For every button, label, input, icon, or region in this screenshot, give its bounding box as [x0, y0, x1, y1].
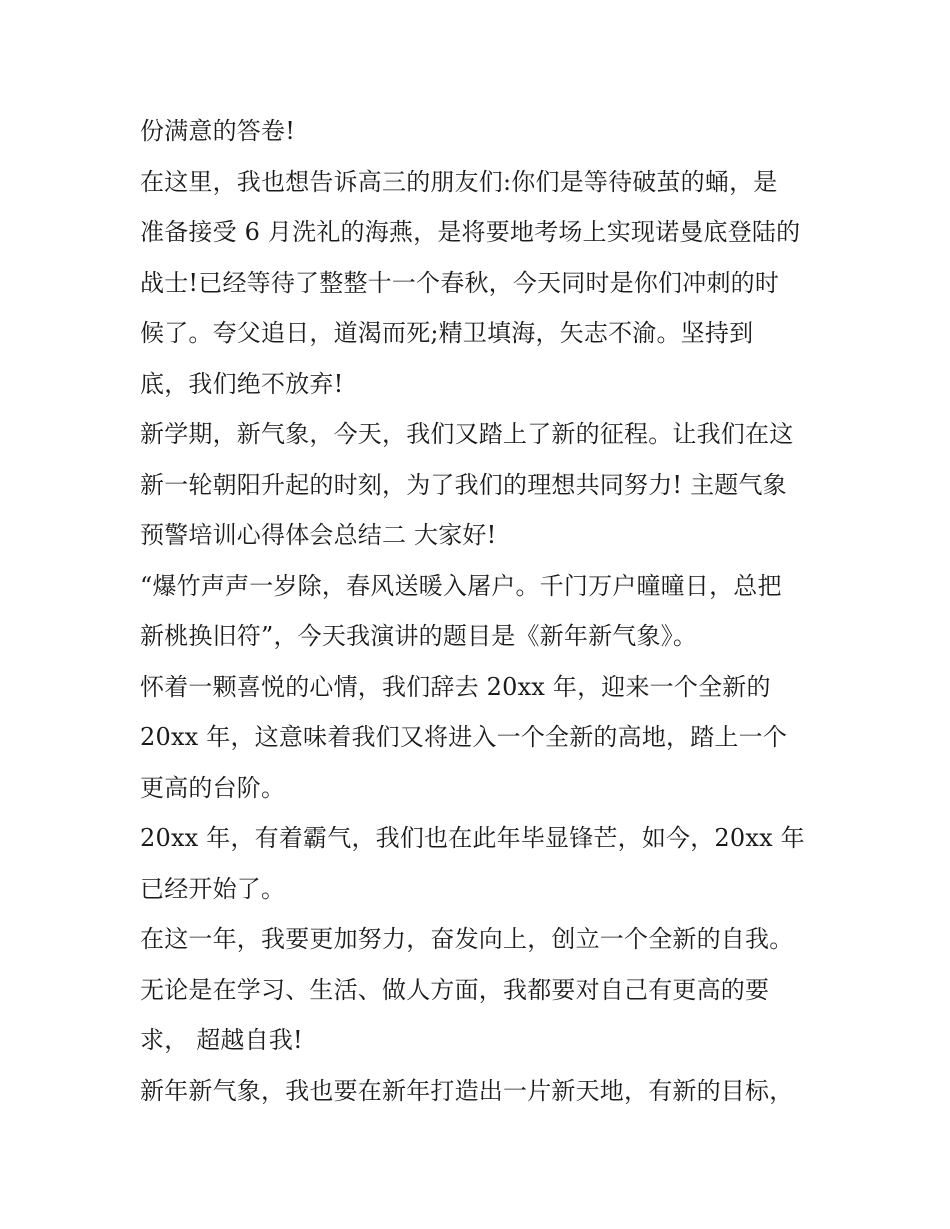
text-line: 在这一年，我要更加努力，奋发向上，创立一个全新的自我。 — [140, 925, 794, 953]
text-line: 准备接受 6 月洗礼的海燕，是将要地考场上实现诺曼底登陆的 — [140, 218, 801, 246]
text-line: 20xx 年，有着霸气，我们也在此年毕显锋芒，如今，20xx 年 — [140, 824, 805, 852]
text-line: 新一轮朝阳升起的时刻，为了我们的理想共同努力! 主题气象 — [140, 470, 787, 499]
text-line: 在这里，我也想告诉高三的朋友们:你们是等待破茧的蛹，是 — [140, 167, 778, 196]
text-line: 新年新气象，我也要在新年打造出一片新天地，有新的目标， — [140, 1076, 794, 1105]
document-body — [140, 106, 830, 1116]
text-line: 战士!已经等待了整整十一个春秋，今天同时是你们冲刺的时 — [140, 268, 780, 297]
text-line: 底，我们绝不放弃! — [140, 369, 344, 398]
text-line: 求， 超越自我! — [140, 1026, 303, 1054]
text-line: 预警培训心得体会总结二 大家好! — [140, 521, 497, 549]
text-line: 已经开始了。 — [140, 874, 286, 903]
text-line: 份满意的答卷! — [140, 117, 296, 145]
text-line: 20xx 年，这意味着我们又将进入一个全新的高地，踏上一个 — [140, 723, 788, 751]
text-line: 无论是在学习、生活、做人方面，我都要对自己有更高的要 — [140, 975, 770, 1004]
text-line: 新桃换旧符”，今天我演讲的题目是《新年新气象》。 — [140, 622, 698, 650]
text-line: 怀着一颗喜悦的心情，我们辞去 20xx 年，迎来一个全新的 — [140, 672, 771, 701]
text-line: “爆竹声声一岁除，春风送暖入屠户。千门万户曈曈日，总把 — [140, 571, 782, 600]
text-line: 新学期，新气象，今天，我们又踏上了新的征程。让我们在这 — [140, 420, 794, 448]
text-line: 候了。夸父追日，道渴而死;精卫填海，矢志不渝。坚持到 — [140, 319, 754, 347]
text-line: 更高的台阶。 — [140, 773, 286, 802]
